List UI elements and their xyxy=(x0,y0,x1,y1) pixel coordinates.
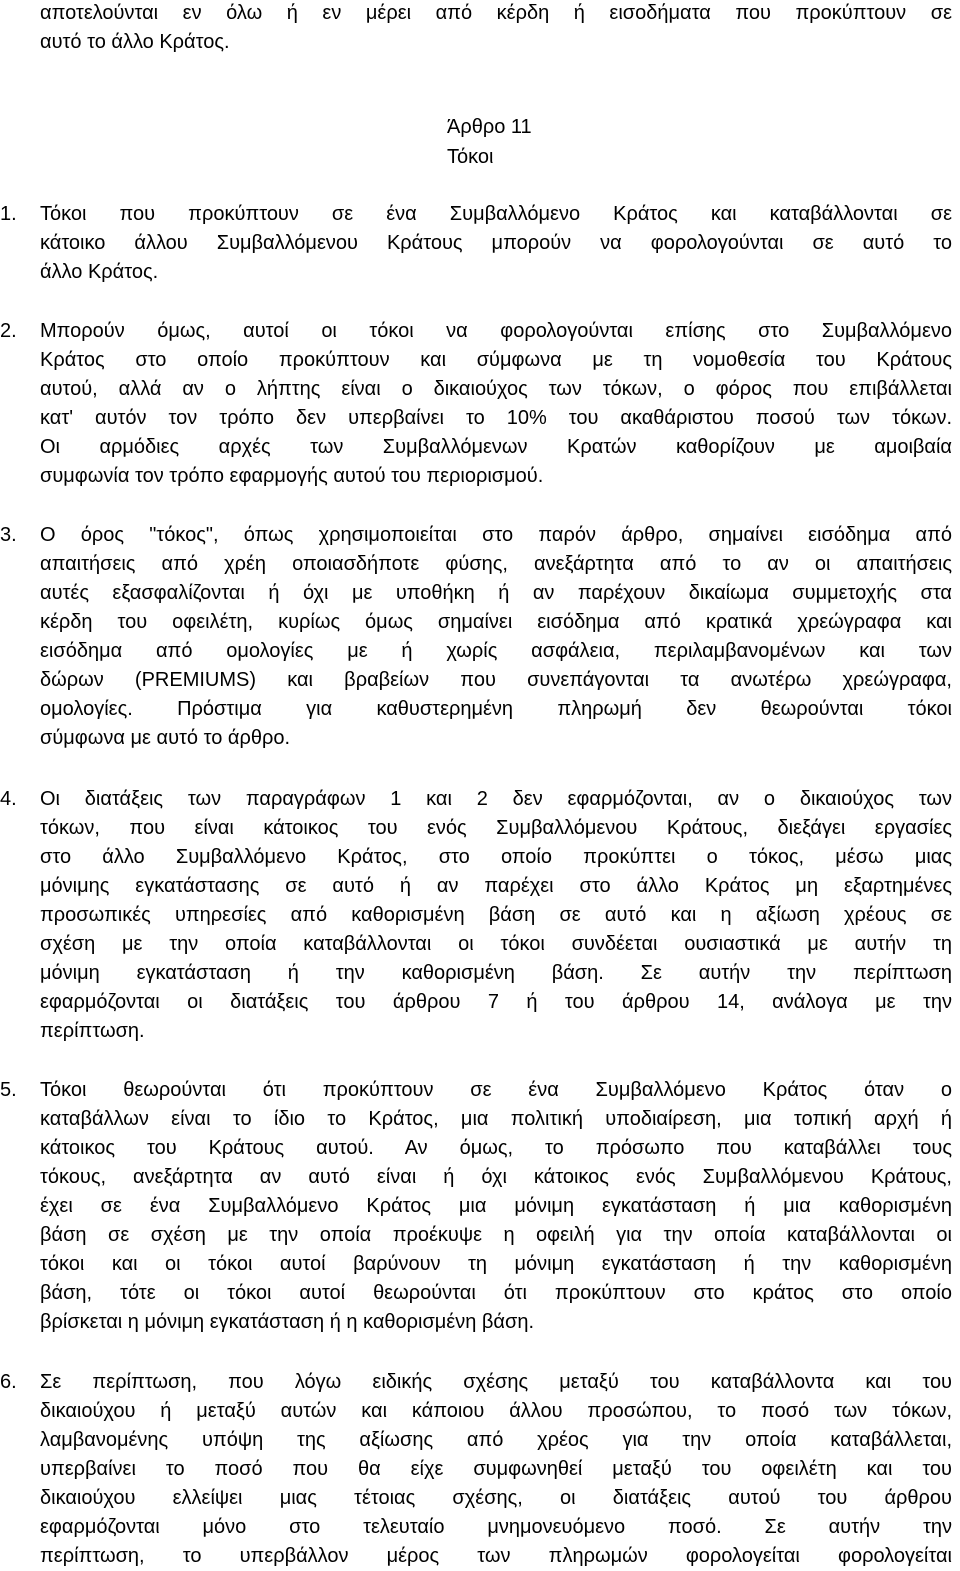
paragraph-6-line-7: περίπτωση, το υπερβάλλον μέρος των πληρωμών φορολογείται φορολογείται xyxy=(40,1545,952,1567)
paragraph-5-line-9: βρίσκεται η μόνιμη εγκατάσταση ή η καθορισμένη βάση. xyxy=(40,1311,534,1333)
paragraph-4-line-6: σχέση με την οποία καταβάλλονται οι τόκοι συνδέεται ουσιαστικά με αυτήν τη xyxy=(40,933,952,955)
article-number: Άρθρο 11 xyxy=(447,116,532,138)
paragraph-2-line-3: αυτού, αλλά αν ο λήπτης είναι ο δικαιούχος των τόκων, ο φόρος που επιβάλλεται xyxy=(40,378,952,400)
paragraph-4-line-2: τόκων, που είναι κάτοικος του ενός Συμβαλλόμενου Κράτους, διεξάγει εργασίες xyxy=(40,817,952,839)
paragraph-3-line-8: σύμφωνα με αυτό το άρθρο. xyxy=(40,727,290,749)
paragraph-2-line-5: Οι αρμόδιες αρχές των Συμβαλλόμενων Κρατών καθορίζουν με αμοιβαία xyxy=(40,436,952,458)
paragraph-4-number: 4. xyxy=(0,788,17,810)
paragraph-5-line-2: καταβάλλων είναι το ίδιο το Κράτος, μια πολιτική υποδιαίρεση, μια τοπική αρχή ή xyxy=(40,1108,952,1130)
paragraph-6-line-3: λαμβανομένης υπόψη της αξίωσης από χρέος για την οποία καταβάλλεται, xyxy=(40,1429,952,1451)
paragraph-5-number: 5. xyxy=(0,1079,17,1101)
paragraph-4-line-5: προσωπικές υπηρεσίες από καθορισμένη βάση σε αυτό και η αξίωση χρέους σε xyxy=(40,904,952,926)
paragraph-3-line-6: δώρων (PREMIUMS) και βραβείων που συνεπάγονται τα ανωτέρω χρεώγραφα, xyxy=(40,669,952,691)
paragraph-6-line-1: Σε περίπτωση, που λόγω ειδικής σχέσης μεταξύ του καταβάλλοντα και του xyxy=(40,1371,952,1393)
paragraph-6-line-2: δικαιούχου ή μεταξύ αυτών και κάποιου άλλου προσώπου, το ποσό των τόκων, xyxy=(40,1400,952,1422)
paragraph-3-number: 3. xyxy=(0,524,17,546)
paragraph-2-line-4: κατ' αυτόν τον τρόπο δεν υπερβαίνει το 10% του ακαθάριστου ποσού των τόκων. xyxy=(40,407,952,429)
paragraph-4-line-4: μόνιμης εγκατάστασης σε αυτό ή αν παρέχει στο άλλο Κράτος μη εξαρτημένες xyxy=(40,875,952,897)
paragraph-5-line-3: κάτοικος του Κράτους αυτού. Αν όμως, το πρόσωπο που καταβάλλει τους xyxy=(40,1137,952,1159)
paragraph-5-line-6: βάση σε σχέση με την οποία προέκυψε η οφειλή για την οποία καταβάλλονται οι xyxy=(40,1224,952,1246)
paragraph-2-line-6: συμφωνία τον τρόπο εφαρμογής αυτού του περιορισμού. xyxy=(40,465,544,487)
intro-line-1: αποτελούνται εν όλω ή εν μέρει από κέρδη ή εισοδήματα που προκύπτουν σε xyxy=(40,2,952,24)
paragraph-5-line-8: βάση, τότε οι τόκοι αυτοί θεωρούνται ότι προκύπτουν στο κράτος στο οποίο xyxy=(40,1282,952,1304)
paragraph-6-line-4: υπερβαίνει το ποσό που θα είχε συμφωνηθεί μεταξύ του οφειλέτη και του xyxy=(40,1458,952,1480)
paragraph-2-number: 2. xyxy=(0,320,17,342)
paragraph-4-line-8: εφαρμόζονται οι διατάξεις του άρθρου 7 ή του άρθρου 14, ανάλογα με την xyxy=(40,991,952,1013)
paragraph-4-line-9: περίπτωση. xyxy=(40,1020,145,1042)
paragraph-5-line-7: τόκοι και οι τόκοι αυτοί βαρύνουν τη μόνιμη εγκατάσταση ή την καθορισμένη xyxy=(40,1253,952,1275)
paragraph-3-line-1: Ο όρος "τόκος", όπως χρησιμοποιείται στο παρόν άρθρο, σημαίνει εισόδημα από xyxy=(40,524,952,546)
intro-line-2: αυτό το άλλο Κράτος. xyxy=(40,31,230,53)
paragraph-6-line-5: δικαιούχου ελλείψει μιας τέτοιας σχέσης, οι διατάξεις αυτού του άρθρου xyxy=(40,1487,952,1509)
article-title: Τόκοι xyxy=(447,146,494,168)
paragraph-4-line-7: μόνιμη εγκατάσταση ή την καθορισμένη βάση. Σε αυτήν την περίπτωση xyxy=(40,962,952,984)
paragraph-3-line-7: ομολογίες. Πρόστιμα για καθυστερημένη πληρωμή δεν θεωρούνται τόκοι xyxy=(40,698,952,720)
paragraph-6-line-6: εφαρμόζονται μόνο στο τελευταίο μνημονευόμενο ποσό. Σε αυτήν την xyxy=(40,1516,952,1538)
paragraph-3-line-2: απαιτήσεις από χρέη οποιασδήποτε φύσης, ανεξάρτητα από το αν οι απαιτήσεις xyxy=(40,553,952,575)
paragraph-1-line-2: κάτοικο άλλου Συμβαλλόμενου Κράτους μπορούν να φορολογούνται σε αυτό το xyxy=(40,232,952,254)
paragraph-5-line-5: έχει σε ένα Συμβαλλόμενο Κράτος μια μόνιμη εγκατάσταση ή μια καθορισμένη xyxy=(40,1195,952,1217)
paragraph-5-line-4: τόκους, ανεξάρτητα αν αυτό είναι ή όχι κάτοικος ενός Συμβαλλόμενου Κράτους, xyxy=(40,1166,952,1188)
paragraph-6-number: 6. xyxy=(0,1371,17,1393)
paragraph-4-line-3: στο άλλο Συμβαλλόμενο Κράτος, στο οποίο προκύπτει ο τόκος, μέσω μιας xyxy=(40,846,952,868)
paragraph-3-line-3: αυτές εξασφαλίζονται ή όχι με υποθήκη ή αν παρέχουν δικαίωμα συμμετοχής στα xyxy=(40,582,952,604)
paragraph-1-number: 1. xyxy=(0,203,17,225)
paragraph-3-line-4: κέρδη του οφειλέτη, κυρίως όμως σημαίνει εισόδημα από κρατικά χρεώγραφα και xyxy=(40,611,952,633)
paragraph-1-line-3: άλλο Κράτος. xyxy=(40,261,159,283)
paragraph-3-line-5: εισόδημα από ομολογίες με ή χωρίς ασφάλεια, περιλαμβανομένων και των xyxy=(40,640,952,662)
paragraph-5-line-1: Τόκοι θεωρούνται ότι προκύπτουν σε ένα Συμβαλλόμενο Κράτος όταν ο xyxy=(40,1079,952,1101)
paragraph-2-line-1: Μπορούν όμως, αυτοί οι τόκοι να φορολογούνται επίσης στο Συμβαλλόμενο xyxy=(40,320,952,342)
paragraph-1-line-1: Τόκοι που προκύπτουν σε ένα Συμβαλλόμενο Κράτος και καταβάλλονται σε xyxy=(40,203,952,225)
paragraph-4-line-1: Οι διατάξεις των παραγράφων 1 και 2 δεν εφαρμόζονται, αν ο δικαιούχος των xyxy=(40,788,952,810)
paragraph-2-line-2: Κράτος στο οποίο προκύπτουν και σύμφωνα με τη νομοθεσία του Κράτους xyxy=(40,349,952,371)
